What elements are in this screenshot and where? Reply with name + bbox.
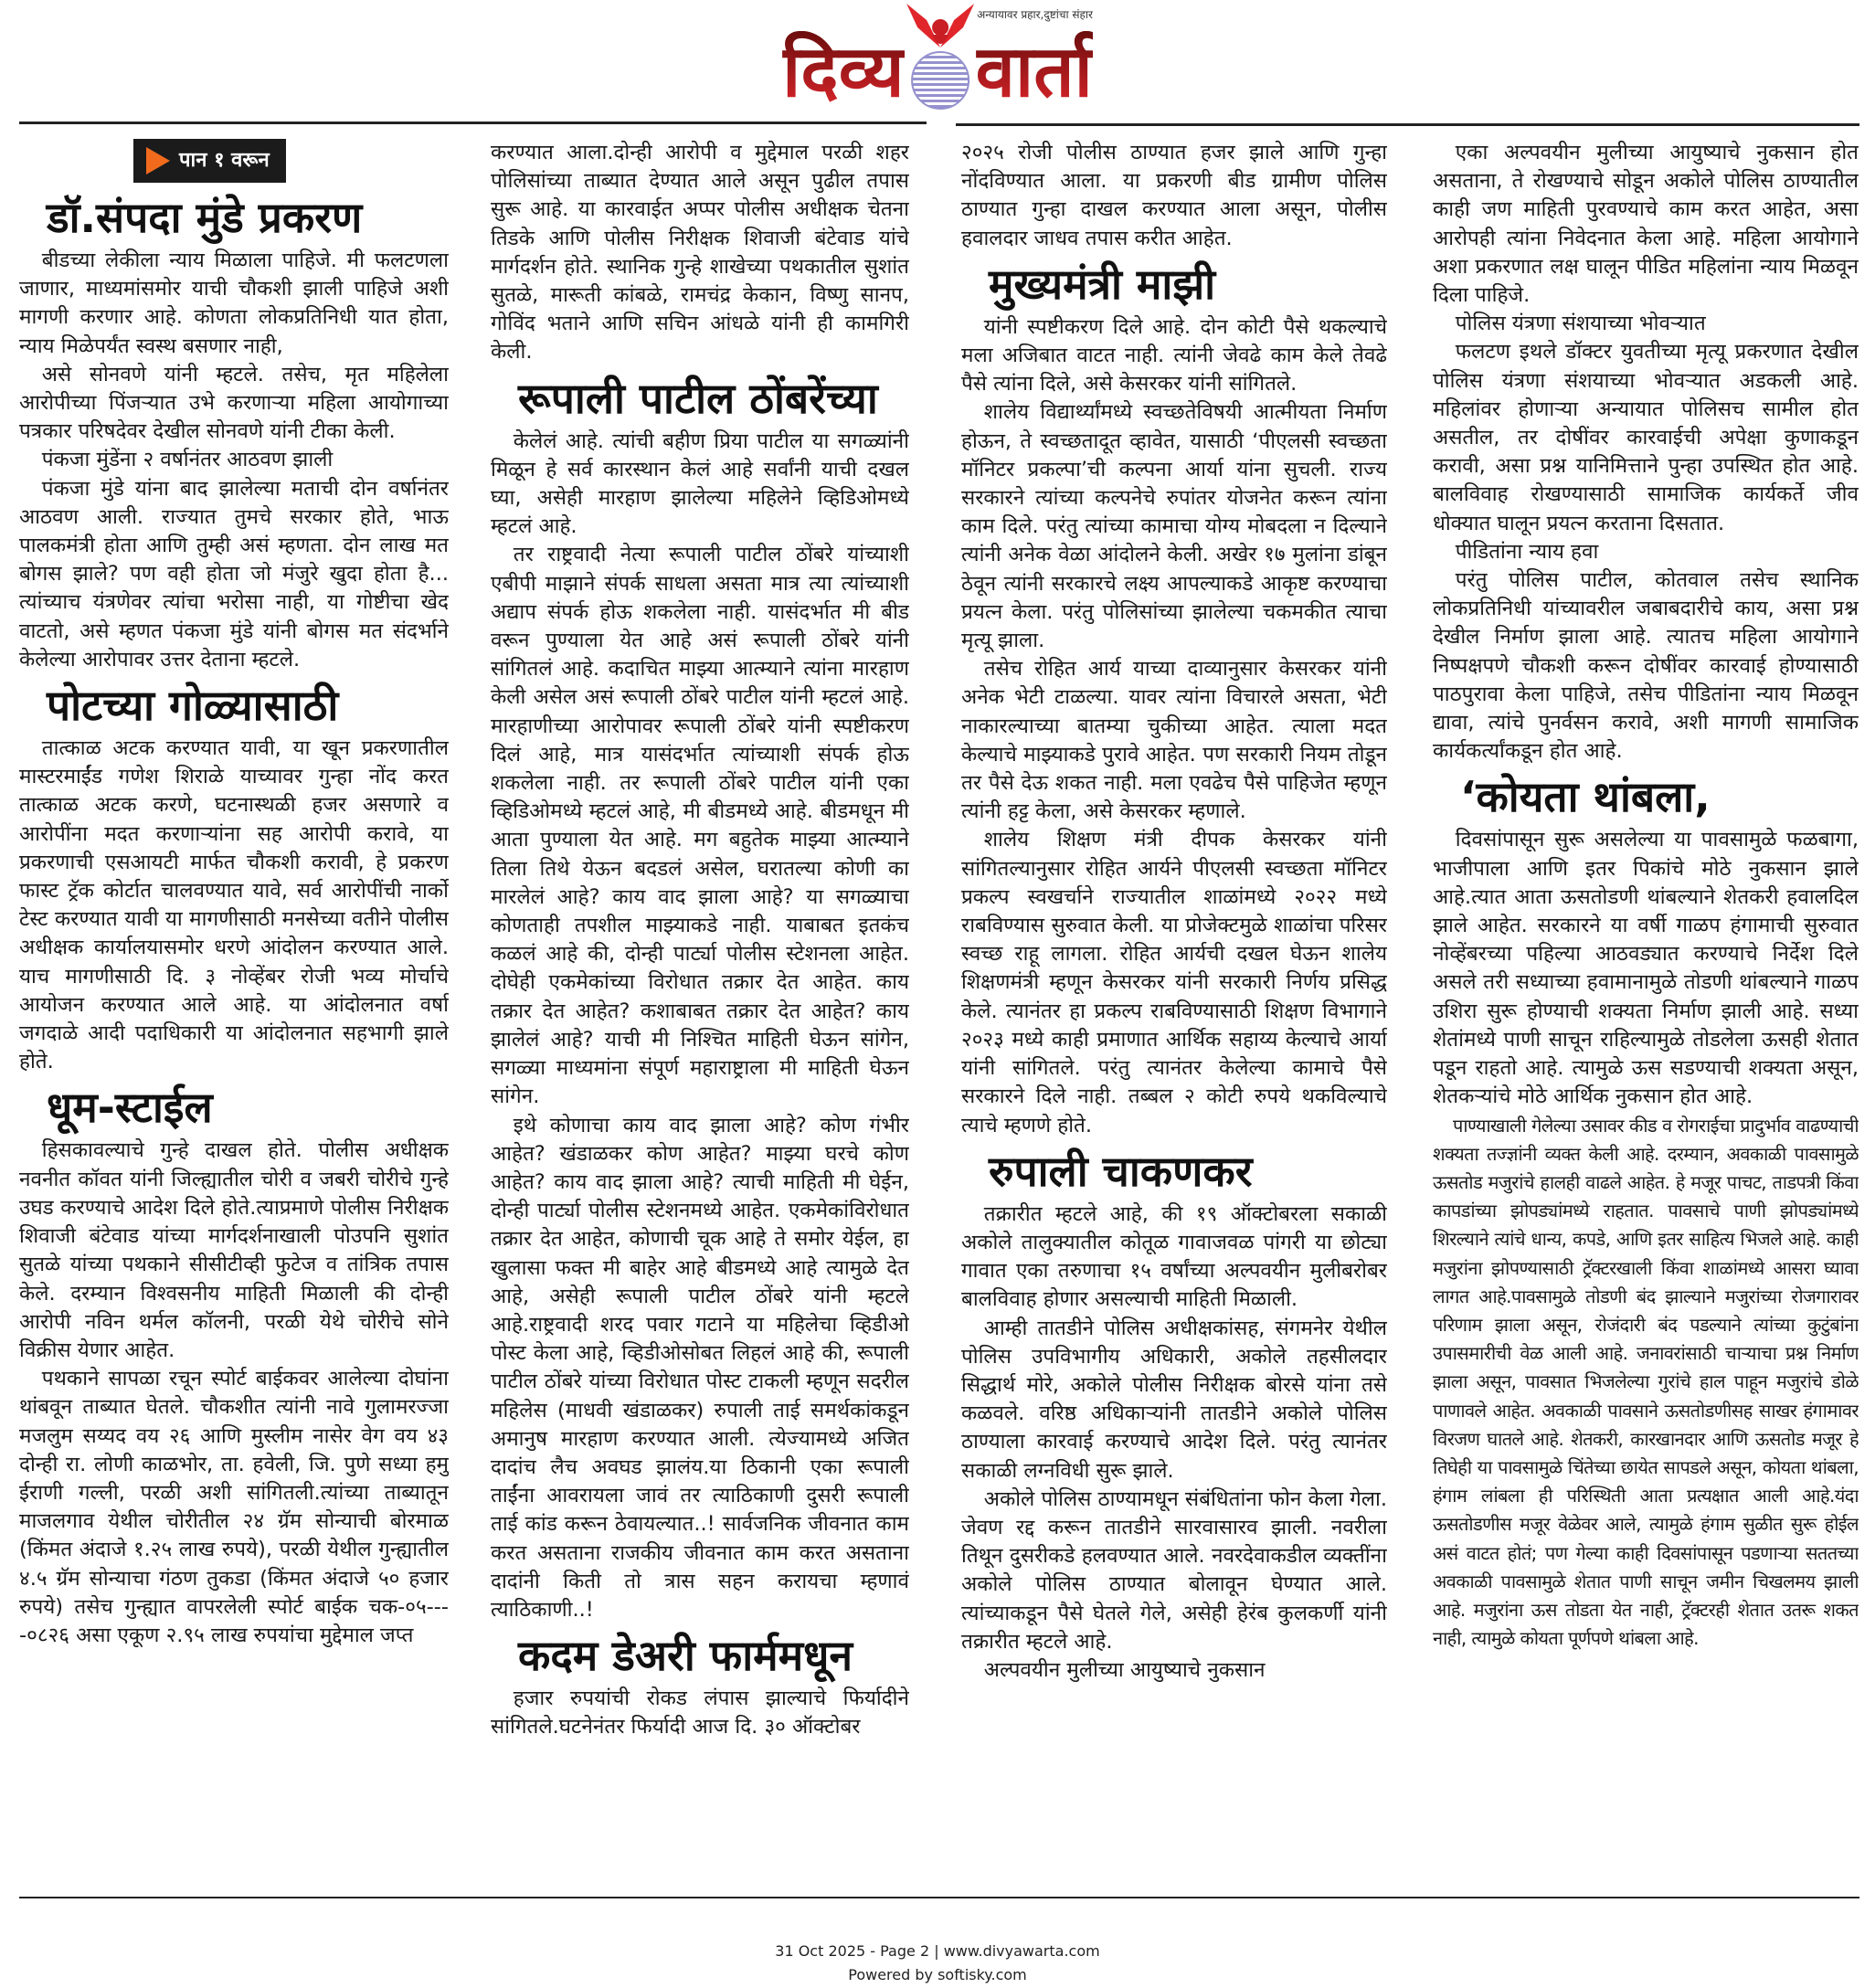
logo-tagline: अन्यायावर प्रहार,दुष्टांचा संहार [977, 8, 1093, 21]
headline: कदम डेअरी फार्ममधून [518, 1631, 853, 1681]
paragraph: यांनी स्पष्टीकरण दिले आहे. दोन कोटी पैसे थकल्याचे मला अजिबात वाटत नाही. त्यांनी जेवढे काम केले तेवढे पैसे त्यांना दिले, असे केसरकर यांनी सांगितले. [961, 314, 1387, 397]
paragraph: शालेय विद्यार्थ्यांमध्ये स्वच्छतेविषयी आत्मीयता निर्माण होऊन, ते स्वच्छतादूत व्हावेत, यासाठी ‘पीएलसी स्वच्छता मॉनिटर प्रकल्पा’ची कल्पना आर्या यांना सुचली. राज्य सरकारने त्यांच्या कल्पनेचे रुपांतर योजनेत करून त्यांना काम दिले. परंतु त्यांच्या कामाचा योग्य मोबदला न दिल्याने त्यांनी अनेक वेळा आंदोलने केली. अखेर १७ मुलांना डांबून ठेवून त्यांनी सरकारचे लक्ष्य आपल्याकडे आकृष्ट करण्याचा प्रयत्न केला. परंतु पोलिसांच्या झालेल्या चकमकीत त्याचा मृत्यू झाला. [961, 400, 1387, 653]
headline: पोटच्या गोळ्यासाठी [47, 681, 339, 731]
headline: धूम-स्टाईल [47, 1083, 213, 1133]
bottom-rule [19, 1897, 1859, 1898]
headline: रुपाली चाकणकर [989, 1146, 1253, 1196]
paragraph: आम्ही तातडीने पोलिस अधीक्षकांसह, संगमनेर येथील पोलिस उपविभागीय अधिकारी, अकोले तहसीलदार सिद्धार्थ मोरे, अकोले पोलीस निरीक्षक बोरसे यांना तसे कळवले. वरिष्ठ अधिकाऱ्यांनी तातडीने अकोले पोलिस ठाण्याला कारवाई करण्याचे आदेश दिले. परंतु त्यानंतर सकाळी लग्नविधी सुरू झाले. [961, 1316, 1387, 1483]
top-rule-right [956, 123, 1859, 126]
paragraph: पाण्याखाली गेलेल्या उसावर कीड व रोगराईचा प्रादुर्भाव वाढण्याची शक्यता तज्ज्ञांनी व्यक्त केली आहे. दरम्यान, अवकाळी पावसामुळे ऊसतोड मजुरांचे हालही वाढले आहेत. हे मजूर पाचट, ताडपत्री किंवा कापडांच्या झोपड्यांमध्ये राहतात. पावसाचे पाणी झोपड्यांमध्ये शिरल्याने त्यांचे धान्य, कपडे, आणि इतर साहित्य भिजले आहे. काही मजुरांना झोपण्यासाठी ट्रॅक्टरखाली किंवा शाळांमध्ये आसरा घ्यावा लागत आहे.पावसामुळे तोडणी बंद झाल्याने मजुरांच्या रोजगारावर परिणाम झाला असून, रोजंदारी बंद पडल्याने त्यांच्या कुटुंबांना उपासमारीची वेळ आली आहे. जनावरांसाठी चाऱ्याचा प्रश्न निर्माण झाला असून, पावसात भिजलेल्या गुरांचे हाल पाहून मजुरांचे डोळे पाणावले आहेत. अवकाळी पावसाने ऊसतोडणीसह साखर हंगामावर विरजण घातले आहे. शेतकरी, कारखानदार आणि ऊसतोड मजूर हे तिघेही या पावसामुळे चिंतेच्या छायेत सापडले असून, कोयता थांबला, हंगाम लांबला ही परिस्थिती आता प्रत्यक्षात आली आहे.यंदा ऊसतोडणीस मजूर वेळेवर आले, त्यामुळे हंगाम सुळीत सुरू होईल असं वाटत होतं; पण गेल्या काही दिवसांपासून पडणाऱ्या सततच्या अवकाळी पावसामुळे शेतात पाणी साचून जमीन चिखलमय झाली आहे. मजुरांना ऊस तोडता येत नाही, ट्रॅक्टरही शेतात उतरू शकत नाही, त्यामुळे कोयता पूर्णपणे थांबला आहे. [1433, 1114, 1859, 1650]
play-arrow-icon [146, 147, 170, 174]
column-2 [491, 139, 909, 1893]
paragraph: अकोले पोलिस ठाण्यामधून संबंधितांना फोन केला गेला. जेवण रद्द करून तातडीने सारवासारव झाली. नवरीला तिथून दुसरीकडे हलवण्यात आले. नवरदेवाकडील व्यक्तींना अकोले पोलिस ठाण्यात बोलावून घेण्यात आले. त्यांच्याकडून पैसे घेतले गेले, असेही हेरंब कुलकर्णी यांनी तक्रारीत म्हटले आहे. [961, 1486, 1387, 1654]
footer-powered-by: Powered by softisky.com [848, 1966, 1027, 1983]
headline: डॉ.संपदा मुंडे प्रकरण [47, 193, 363, 242]
paragraph: फलटण इथले डॉक्टर युवतीच्या मृत्यू प्रकरणात देखील पोलिस यंत्रणा संशयाच्या भोवऱ्यात अडकली आहे. महिलांवर होणाऱ्या अन्यायात पोलिसच सामील होत असतील, तर दोषींवर कारवाईची अपेक्षा कुणाकडून करावी, असा प्रश्न यानिमित्ताने पुन्हा उपस्थित होत आहे. बालविवाह रोखण्यासाठी सामाजिक कार्यकर्ते जीव धोक्यात घालून प्रयत्न करताना दिसतात. [1433, 340, 1859, 535]
paragraph: पीडितांना न्याय हवा [1455, 539, 1599, 564]
paragraph: दिवसांपासून सुरू असलेल्या या पावसामुळे फळबागा, भाजीपाला आणि इतर पिकांचे मोठे नुकसान झाले आहे.त्यात आता ऊसतोडणी थांबल्याने शेतकरी हवालदिल झाले आहेत. सरकारने या वर्षी गाळप हंगामाची सुरुवात नोव्हेंबरच्या पहिल्या आठवड्यात करण्याचे निर्देश दिले असले तरी सध्याच्या हवामानामुळे तोडणी थांबल्याने गाळप उशिरा सुरू होण्याची शक्यता निर्माण झाली आहे. सध्या शेतांमध्ये पाणी साचून राहिल्यामुळे तोडलेला ऊसही शेतात पडून राहतो आहे. त्यामुळे ऊस सडण्याची शक्यता असून, शेतकऱ्यांचे मोठे आर्थिक नुकसान होत आहे. [1433, 828, 1859, 1109]
logo-title-right: वार्ता [975, 31, 1093, 113]
column-3 [961, 139, 1387, 1893]
top-rule-left [19, 122, 927, 124]
continued-from-page-badge [133, 139, 286, 183]
paragraph: एका अल्पवयीन मुलीच्या आयुष्याचे नुकसान होत असताना, ते रोखण्याचे सोडून अकोले पोलिस ठाण्यातील काही जण माहिती पुरवण्याचे काम करत आहेत, असा आरोपही त्यांना निवेदनात केला आहे. महिला आयोगाने अशा प्रकरणात लक्ष घालून पीडित महिलांना न्याय मिळवून दिला पाहिजे. [1433, 141, 1859, 308]
eagle-icon [899, 2, 981, 53]
masthead-row [782, 8, 1093, 113]
paragraph: इथे कोणाचा काय वाद झाला आहे? कोण गंभीर आहेत? खंडाळकर कोण आहेत? माझ्या घरचे कोण आहेत? काय वाद झाला आहे? त्याची माहिती मी घेईन, दोन्ही पार्ट्या पोलीस स्टेशनमध्ये आहेत. एकमेकांविरोधात तक्रार देत आहेत, कोणाची चूक आहे ते समोर येईल, हा खुलासा फक्त मी बाहेर आहे बीडमध्ये आहे त्यामुळे देत आहे, असेही रूपाली पाटील ठोंबरे यांनी म्हटले आहे.राष्ट्रवादी शरद पवार गटाने या महिलेचा व्हिडीओ पोस्ट केला आहे, व्हिडीओसोबत लिहलं आहे की, रूपाली पाटील ठोंबरे यांच्या विरोधात पोस्ट टाकली म्हणून सदरील महिलेस (माधवी खंडाळकर) रुपाली ताई समर्थकांकडून अमानुष मारहाण करण्यात आली. त्येज्यामध्ये अजित दादांच लैच अवघड झालंय.या ठिकानी एका रूपाली ताईंना आवरायला जावं तर त्याठिकाणी दुसरी रूपाली ताई कांड करून ठेवायल्यात..! सार्वजनिक जीवनात काम करत असताना राजकीय जीवनात काम करत असताना दादांनी किती तो त्रास सहन करायचा म्हणावं त्याठिकाणी..! [491, 1113, 909, 1622]
paragraph: केलेलं आहे. त्यांची बहीण प्रिया पाटील या सगळ्यांनी मिळून हे सर्व कारस्थान केलं आहे सर्वांनी याची दखल घ्या, असेही मारहाण झालेल्या महिलेने व्हिडिओमध्ये म्हटलं आहे. [491, 428, 909, 539]
paragraph: परंतु पोलिस पाटील, कोतवाल तसेच स्थानिक लोकप्रतिनिधी यांच्यावरील जबाबदारीचे काय, असा प्रश्न देखील निर्माण झाला आहे. त्यातच महिला आयोगाने निष्पक्षपणे चौकशी करून दोषींवर कारवाई होण्यासाठी पाठपुरावा केला पाहिजे, तसेच पीडितांना न्याय मिळवून द्यावा, त्यांचे पुनर्वसन करावे, अशी मागणी सामाजिक कार्यकर्त्यांकडून होत आहे. [1433, 568, 1859, 764]
masthead-logo[interactable] [0, 0, 1875, 117]
paragraph: करण्यात आला.दोन्ही आरोपी व मुद्देमाल परळी शहर पोलिसांच्या ताब्यात देण्यात आले असून पुढील तपास सुरू आहे. या कारवाईत अप्पर पोलीस अधीक्षक चेतना तिडके आणि पोलीस निरीक्षक शिवाजी बंटेवाड यांचे मार्गदर्शन होते. स्थानिक गुन्हे शाखेच्या पथकातील सुशांत सुतळे, मारूती कांबळे, रामचंद्र केकान, विष्णु सानप, गोविंद भताने आणि सचिन आंधळे यांनी ही कामगिरी केली. [491, 141, 909, 365]
paragraph: हजार रुपयांची रोकड लंपास झाल्याचे फिर्यादीने सांगितले.घटनेनंतर फिर्यादी आज दि. ३० ऑक्टोबर [491, 1687, 909, 1740]
paragraph: तक्रारीत म्हटले आहे, की १९ ऑक्टोबरला सकाळी अकोले तालुक्यातील कोतूळ गावाजवळ पांगरी या छोट्या गावात एका तरुणाचा १५ वर्षांच्या अल्पवयीन मुलीबरोबर बालविवाह होणार असल्याची माहिती मिळाली. [961, 1201, 1387, 1312]
logo-emblem [910, 31, 970, 113]
globe-icon [911, 51, 969, 110]
column-1 [19, 139, 449, 1893]
headline: ‘कोयता थांबला, [1460, 772, 1711, 822]
paragraph: २०२५ रोजी पोलीस ठाण्यात हजर झाले आणि गुन्हा नोंदविण्यात आला. या प्रकरणी बीड ग्रामीण पोलिस ठाण्यात गुन्हा दाखल करण्यात आला असून, पोलीस हवालदार जाधव तपास करीत आहेत. [961, 141, 1387, 250]
paragraph: पंकजा मुंडे यांना बाद झालेल्या मताची दोन वर्षानंतर आठवण आली. राज्यात तुमचे सरकार होते, भाऊ पालकमंत्री होता आणि तुम्ही असं म्हणता. दोन लाख मत बोगस झाले? पण वही होता जो मंजुरे खुदा होता है... त्यांच्याच यंत्रणेवर त्यांचा भरोसा नाही, या गोष्टीचा खेद वाटतो, असे म्हणत पंकजा मुंडे यांनी बोगस मत संदर्भाने केलेल्या आरोपावर उत्तर देताना म्हटले. [19, 476, 449, 671]
paragraph: हिसकावल्याचे गुन्हे दाखल होते. पोलीस अधीक्षक नवनीत कॉवत यांनी जिल्ह्यातील चोरी व जबरी चोरीचे गुन्हे उघड करण्याचे आदेश दिले होते.त्याप्रमाणे पोलीस निरीक्षक शिवाजी बंटेवाड यांच्या मार्गदर्शनाखाली पोउपनि सुशांत सुतळे यांच्या पथकाने सीसीटीव्ही फुटेज व तांत्रिक तपास केले. दरम्यान विश्वसनीय माहिती मिळाली की दोन्ही आरोपी नविन थर्मल कॉलनी, परळी येथे चोरीचे सोने विक्रीस येणार आहेत. [19, 1138, 449, 1362]
badge-label: पान १ वरून [179, 149, 270, 173]
paragraph: पथकाने सापळा रचून स्पोर्ट बाईकवर आलेल्या दोघांना थांबवून ताब्यात घेतले. चौकशीत त्यांनी नावे गुलामरज्जा मजलुम सय्यद वय २६ आणि मुस्लीम नासेर वेग वय ४३ दोन्ही रा. लोणी काळभोर, ता. हवेली, जि. पुणे सध्या हमु ईराणी गल्ली, परळी अशी सांगितली.त्यांच्या ताब्यातून माजलगाव येथील चोरीतील २४ ग्रॅम सोन्याची बोरमाळ (किंमत अंदाजे १.२५ लाख रुपये), परळी येथील गुन्ह्यातील ४.५ ग्रॅम सोन्याचा गंठण तुकडा (किंमत अंदाजे ५० हजार रुपये) तसेच गुन्ह्यात वापरलेली स्पोर्ट बाईक चक-०५----०८२६ असा एकूण २.९५ लाख रुपयांचा मुद्देमाल जप्त [19, 1367, 449, 1647]
paragraph: बीडच्या लेकीला न्याय मिळाला पाहिजे. मी फलटणला जाणार, माध्यमांसमोर याची चौकशी झाली पाहिजे अशी मागणी करणार आहे. कोणता लोकप्रतिनिधी यात होता, न्याय मिळेपर्यंत स्वस्थ बसणार नाही, [19, 248, 449, 358]
paragraph: असे सोनवणे यांनी म्हटले. तसेच, मृत महिलेला आरोपीच्या पिंजऱ्यात उभे करणाऱ्या महिला आयोगाच्या पत्रकार परिषदेवर देखील सोनवणे यांनी टीका केली. [19, 362, 449, 444]
paragraph: तर राष्ट्रवादी नेत्या रूपाली पाटील ठोंबरे यांच्याशी एबीपी माझाने संपर्क साधला असता मात्र त्या त्यांच्याशी अद्याप संपर्क होऊ शकलेला नाही. यासंदर्भात मी बीड वरून पुण्याला येत आहे असं रूपाली ठोंबरे यांनी सांगितलं आहे. कदाचित माझ्या आत्म्याने त्यांना मारहाण केली असेल असं रूपाली ठोंबरे पाटील यांनी म्हटलं आहे. मारहाणीच्या आरोपावर रूपाली ठोंबरे यांनी स्पष्टीकरण दिलं आहे, मात्र यासंदर्भात त्यांच्याशी संपर्क होऊ शकलेला नाही. तर रूपाली ठोंबरे पाटील यांनी एका व्हिडिओमध्ये म्हटलं आहे, मी बीडमध्ये आहे. बीडमधून मी आता पुण्याला येत आहे. मग बहुतेक माझ्या आत्म्याने तिला तिथे येऊन बदडलं असेल, घरातल्या कोणी का मारलेलं आहे? काय वाद झाला आहे? या सगळ्याचा कोणताही तपशील माझ्याकडे नाही. याबाबत इतकंच कळलं आहे की, दोन्ही पार्ट्या पोलीस स्टेशनला आहेत. दोघेही एकमेकांच्या विरोधात तक्रार देत आहेत. काय तक्रार देत आहेत? कशाबाबत तक्रार देत आहेत? काय झालेलं आहे? याची मी निश्चित माहिती घेऊन सांगेन, सगळ्या माध्यमांना संपूर्ण महाराष्ट्राला मी माहिती घेऊन सांगेन. [491, 543, 909, 1109]
column-4 [1433, 139, 1859, 1893]
paragraph: अल्पवयीन मुलीच्या आयुष्याचे नुकसान [983, 1657, 1266, 1682]
paragraph: तसेच रोहित आर्य याच्या दाव्यानुसार केसरकर यांनी अनेक भेटी टाळल्या. यावर त्यांना विचारले असता, भेटी नाकारल्याच्या बातम्या चुकीच्या आहेत. त्याला मदत केल्याचे माझ्याकडे पुरावे आहेत. पण सरकारी नियम तोडून तर पैसे देऊ शकत नाही. मला एवढेच पैसे पाहिजेत म्हणून त्यांनी हट्ट केला, असे केसरकर म्हणाले. [961, 657, 1387, 824]
paragraph: पोलिस यंत्रणा संशयाच्या भोवऱ्यात [1455, 312, 1706, 336]
headline: रूपाली पाटील ठोंबरेंच्या [518, 373, 878, 423]
paragraph: शालेय शिक्षण मंत्री दीपक केसरकर यांनी सांगितल्यानुसार रोहित आर्यने पीएलसी स्वच्छता मॉनिटर प्रकल्प स्वखर्चाने राज्यातील शाळांमध्ये २०२२ मध्ये राबविण्यास सुरुवात केली. या प्रोजेक्टमुळे शाळांचा परिसर स्वच्छ राहू लागला. रोहित आर्यची दखल घेऊन शालेय शिक्षणमंत्री म्हणून केसरकर यांनी सरकारी निर्णय प्रसिद्ध केले. त्यानंतर हा प्रकल्प राबविण्यासाठी शिक्षण विभागाने २०२३ मध्ये काही प्रमाणात आर्थिक सहाय्य केल्याचे आर्या यांनी सांगितले. परंतु त्यानंतर केलेल्या कामाचे पैसे सरकारने दिले नाही. तब्बल २ कोटी रुपये थकविल्याचे त्याचे म्हणणे होते. [961, 828, 1387, 1137]
logo-title-left: दिव्य [782, 31, 905, 113]
headline: मुख्यमंत्री माझी [989, 259, 1216, 309]
paragraph: तात्काळ अटक करण्यात यावी, या खून प्रकरणातील मास्टरमाईंड गणेश शिराळे याच्यावर गुन्हा नोंद करत तात्काळ अटक करणे, घटनास्थळी हजर असणारे व आरोपींना मदत करणाऱ्यांना सह आरोपी करावे, या प्रकरणाची एसआयटी मार्फत चौकशी करावी, हे प्रकरण फास्ट ट्रॅक कोर्टात चालवण्यात यावे, सर्व आरोपींची नार्को टेस्ट करण्यात यावी या मागणीसाठी मनसेच्या वतीने पोलीस अधीक्षक कार्यालयासमोर धरणे आंदोलन करण्यात आले. याच मागणीसाठी दि. ३ नोव्हेंबर रोजी भव्य मोर्चाचे आयोजन करण्यात आले आहे. या आंदोलनात वर्षा जगदाळे आदी पदाधिकारी या आंदोलनात सहभागी झाले होते. [19, 736, 449, 1074]
footer-date-page: 31 Oct 2025 - Page 2 | www.divyawarta.com [775, 1942, 1100, 1960]
paragraph: पंकजा मुंडेंना २ वर्षानंतर आठवण झाली [41, 448, 334, 472]
